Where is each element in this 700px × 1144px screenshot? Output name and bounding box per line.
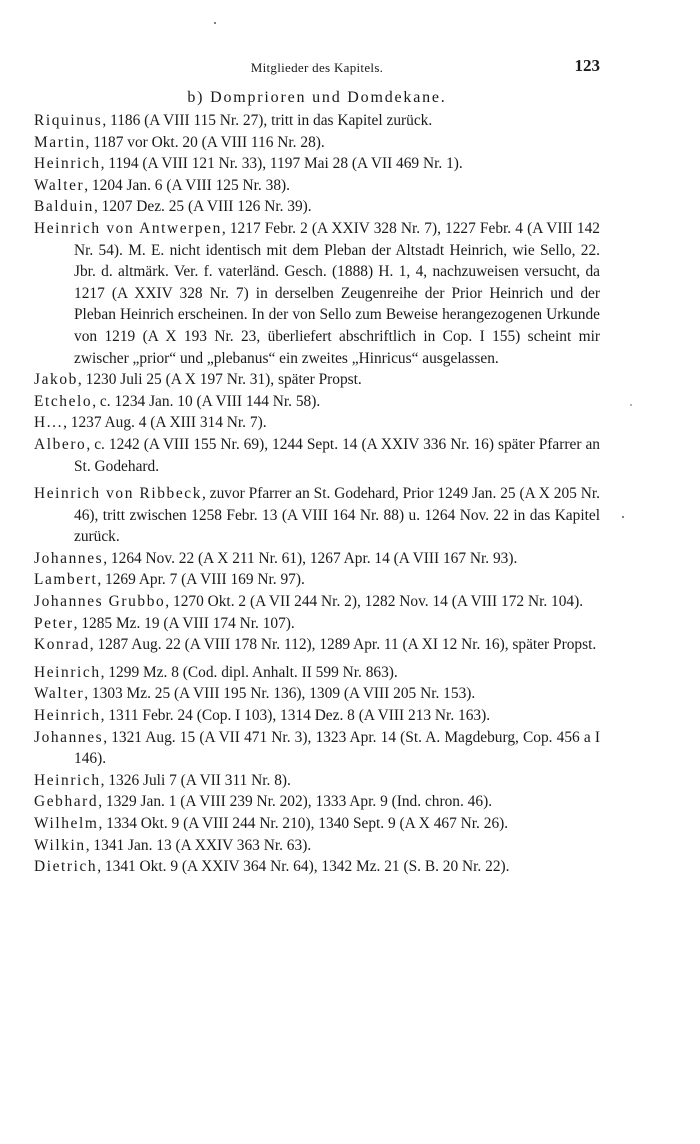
list-item xyxy=(34,634,600,656)
list-item xyxy=(34,412,600,434)
entry-name: Martin xyxy=(34,133,86,151)
entry-text: , 1329 Jan. 1 (A VIII 239 Nr. 202), 1333 Apr. 9 (Ind. chron. 46). xyxy=(98,793,493,811)
list-item xyxy=(34,727,600,770)
entry-name: Albero xyxy=(34,435,87,453)
entry-text: , 1230 Juli 25 (A X 197 Nr. 31), später Propst. xyxy=(77,371,362,389)
entry-name: Wilhelm xyxy=(34,815,99,832)
entry-text: , 1311 Febr. 24 (Cop. I 103), 1314 Dez. 8 (A VIII 213 Nr. 163). xyxy=(100,707,491,725)
entry-text: , 1287 Aug. 22 (A VIII 178 Nr. 112), 1289 Apr. 11 (A XI 12 Nr. 16), später Propst. xyxy=(89,636,597,654)
entry-text: , c. 1242 (A VIII 155 Nr. 69), 1244 Sept. 14 (A XXIV 336 Nr. 16) später Pfarrer an St. Godehard. xyxy=(74,435,600,475)
entry-name: Heinrich xyxy=(34,707,101,725)
entry-name: Heinrich xyxy=(34,663,101,681)
print-speck xyxy=(630,404,632,406)
entry-text: , 1326 Juli 7 (A VII 311 Nr. 8). xyxy=(100,771,291,789)
entry-name: Heinrich von Antwerpen xyxy=(34,219,222,237)
entry-text: , 1186 (A VIII 115 Nr. 27), tritt in das Kapitel zurück. xyxy=(102,112,433,129)
entry-text: , 1264 Nov. 22 (A X 211 Nr. 61), 1267 Apr. 14 (A VIII 167 Nr. 93). xyxy=(103,549,518,567)
print-speck xyxy=(214,22,216,24)
list-item xyxy=(34,434,600,477)
entry-name: Peter xyxy=(34,614,74,632)
list-item xyxy=(34,662,600,684)
list-item xyxy=(34,591,600,613)
entry-name: Jakob xyxy=(34,371,78,389)
section-heading: b) Domprioren und Domdekane. xyxy=(187,89,447,106)
entry-name: Dietrich xyxy=(34,858,98,876)
entry-text: , 1285 Mz. 19 (A VIII 174 Nr. 107). xyxy=(73,614,295,632)
entry-text: , 1270 Okt. 2 (A VII 244 Nr. 2), 1282 Nov. 14 (A VIII 172 Nr. 104). xyxy=(165,593,584,611)
entry-name: Johannes xyxy=(34,549,104,567)
entry-name: H... xyxy=(34,414,64,432)
list-item xyxy=(34,705,600,727)
list-item xyxy=(34,110,600,132)
entry-text: , 1299 Mz. 8 (Cod. dipl. Anhalt. II 599 Nr. 863). xyxy=(100,663,398,681)
entry-name: Wilkin xyxy=(34,836,86,854)
entry-text: , 1303 Mz. 25 (A VIII 195 Nr. 136), 1309 (A VIII 205 Nr. 153). xyxy=(84,685,476,703)
entry-text: , c. 1234 Jan. 10 (A VIII 144 Nr. 58). xyxy=(92,392,321,410)
list-item xyxy=(34,813,600,835)
entry-text: , 1321 Aug. 15 (A VII 471 Nr. 3), 1323 Apr. 14 (St. A. Magdeburg, Cop. 456 a I 146). xyxy=(74,728,600,768)
entry-name: Walter xyxy=(34,685,85,703)
list-item xyxy=(34,391,600,413)
entry-name: Etchelo xyxy=(34,392,93,410)
entry-text: , 1341 Okt. 9 (A XXIV 364 Nr. 64), 1342 Mz. 21 (S. B. 20 Nr. 22). xyxy=(97,858,510,876)
entry-name: Walter xyxy=(34,176,85,194)
entry-text: , 1334 Okt. 9 (A VIII 244 Nr. 210), 1340 Sept. 9 (A X 467 Nr. 26). xyxy=(98,815,509,832)
book-page xyxy=(34,56,600,878)
running-title: Mitglieder des Kapitels. xyxy=(250,60,384,75)
entry-name: Heinrich xyxy=(34,155,101,173)
list-item xyxy=(34,683,600,705)
list-item xyxy=(34,153,600,175)
entry-text: , 1187 vor Okt. 20 (A VIII 116 Nr. 28). xyxy=(85,133,325,151)
entry-text: , 1217 Febr. 2 (A XXIV 328 Nr. 7), 1227 Febr. 4 (A VIII 142 Nr. 54). M. E. nicht identisch mit dem Pleban der Altstadt Heinrich, wie Sello, 22. Jbr. d. altmärk. Ver. f. vaterländ. Gesch. (1888) H. 1, 4, nachzuweisen versucht, da 1217 (A XXIV 328 Nr. 7) in derselben Zeugenreihe der Prior Heinrich und der Pleban Heinrich erscheinen. In der von Sello zum Beweise herangezogenen Urkunde von 1219 (A X 193 Nr. 23, überliefert abschriftlich in Cop. I 155) scheint mir zwischer „prior“ und „plebanus“ ein zweites „Hinricus“ ausgelassen. xyxy=(74,219,600,367)
list-item xyxy=(34,613,600,635)
list-item xyxy=(34,548,600,570)
entry-text: , 1269 Apr. 7 (A VIII 169 Nr. 97). xyxy=(97,571,305,589)
page-number: 123 xyxy=(574,56,600,75)
list-item xyxy=(34,483,600,548)
entry-name: Johannes xyxy=(34,728,104,746)
list-item xyxy=(34,856,600,878)
entry-text: , 1194 (A VIII 121 Nr. 33), 1197 Mai 28 (A VII 469 Nr. 1). xyxy=(100,155,463,173)
entry-text: , zuvor Pfarrer an St. Godehard, Prior 1249 Jan. 25 (A X 205 Nr. 46), tritt zwischen 1258 Febr. 13 (A VIII 164 Nr. 88) u. 1264 Nov. 22 in das Kapitel zurück. xyxy=(74,485,600,546)
list-item xyxy=(34,835,600,857)
entry-name: Balduin xyxy=(34,198,94,216)
entry-name: Gebhard xyxy=(34,793,99,811)
list-item xyxy=(34,369,600,391)
list-item xyxy=(34,569,600,591)
list-item xyxy=(34,218,600,369)
list-item xyxy=(34,175,600,197)
entry-name: Konrad xyxy=(34,636,90,654)
list-item xyxy=(34,196,600,218)
entry-text: , 1341 Jan. 13 (A XXIV 363 Nr. 63). xyxy=(85,836,312,854)
entry-name: Riquinus xyxy=(34,112,103,129)
entry-text: , 1207 Dez. 25 (A VIII 126 Nr. 39). xyxy=(93,198,312,216)
list-item xyxy=(34,770,600,792)
entry-name: Heinrich xyxy=(34,771,101,789)
entry-list xyxy=(34,110,600,878)
entry-name: Heinrich von Ribbeck xyxy=(34,485,202,503)
entry-name: Lambert xyxy=(34,571,98,589)
list-item xyxy=(34,132,600,154)
print-speck xyxy=(622,516,624,518)
entry-name: Johannes Grubbo xyxy=(34,593,166,611)
entry-text: , 1237 Aug. 4 (A XIII 314 Nr. 7). xyxy=(63,414,267,432)
list-item xyxy=(34,791,600,813)
running-header xyxy=(34,56,600,84)
entry-text: , 1204 Jan. 6 (A VIII 125 Nr. 38). xyxy=(84,176,290,194)
